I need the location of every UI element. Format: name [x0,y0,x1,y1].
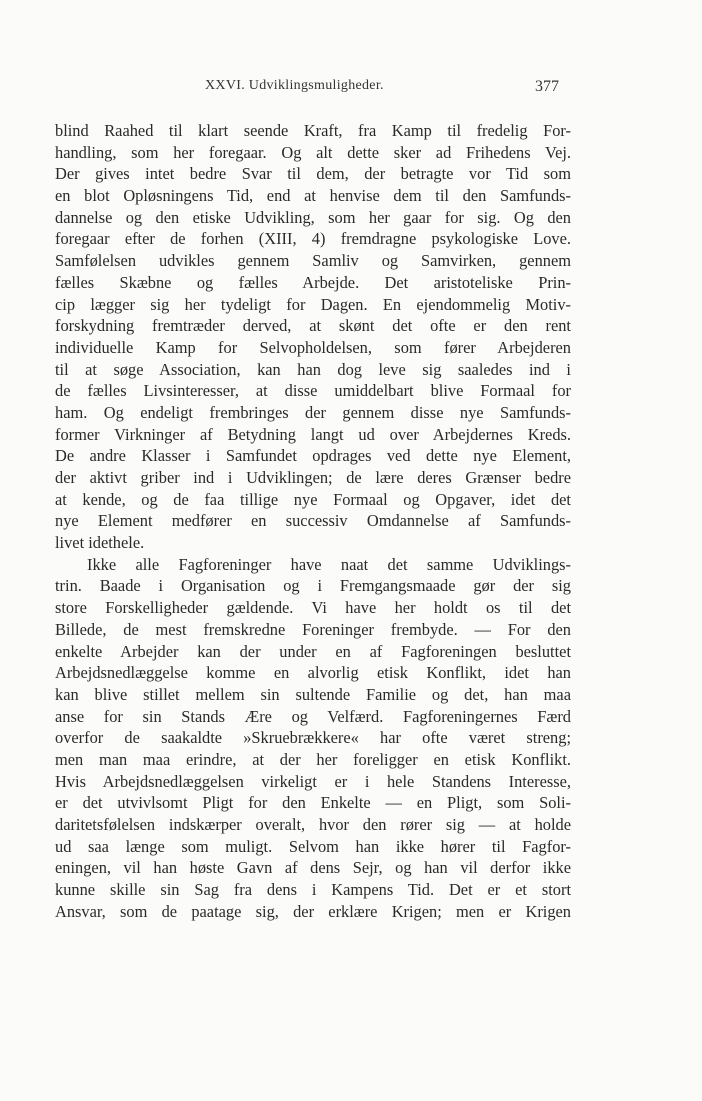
text-line: men man maa erindre, at der her foreligger en etisk Konflikt. [55,749,571,769]
text-line: Hvis Arbejdsnedlæggelsen virkeligt er i hele Standens Interesse, [55,771,571,791]
text-line: individuelle Kamp for Selvopholdelsen, som fører Arbejderen [55,337,571,357]
text-line: trin. Baade i Organisation og i Fremgangsmaade gør der sig [55,576,571,596]
paragraph-2 [55,554,571,923]
page-number: 377 [535,78,559,95]
text-line: eningen, vil han høste Gavn af dens Sejr, og han vil derfor ikke [55,858,571,878]
text-line: daritetsfølelsen indskærper overalt, hvor den rører sig — at holde [55,815,571,834]
text-line: forskydning fremtræder derved, at skønt det ofte er den rent [55,316,571,336]
text-line: dannelse og den etiske Udvikling, som her gaar for sig. Og den [55,207,571,227]
text-line: anse for sin Stands Ære og Velfærd. Fagforeningernes Færd [55,706,571,726]
text-line: de fælles Livsinteresser, at disse umiddelbart blive Formaal for [55,381,571,401]
text-line: nye Element medfører en successiv Omdannelse af Samfunds- [55,511,571,531]
text-line: handling, som her foregaar. Og alt dette sker ad Frihedens Vej. [55,142,571,162]
running-head: XXVI. Udviklingsmuligheder. [205,78,384,93]
text-line: der aktivt griber ind i Udviklingen; de lære deres Grænser bedre [55,468,571,487]
text-line: at kende, og de faa tillige nye Formaal og Opgaver, idet det [55,489,571,509]
text-line: store Forskelligheder gældende. Vi have her holdt os til det [55,598,571,618]
text-line: former Virkninger af Betydning langt ud over Arbejdernes Kreds. [55,424,571,444]
text-line: De andre Klasser i Samfundet opdrages ved dette nye Element, [55,446,571,466]
text-line: overfor de saakaldte »Skruebrækkere« har ofte været streng; [55,728,571,748]
text-line: kan blive stillet mellem sin sultende Familie og det, han maa [55,684,571,704]
text-line: Samfølelsen udvikles gennem Samliv og Samvirken, gennem [55,251,571,271]
text-line: fælles Skæbne og fælles Arbejde. Det aristoteliske Prin- [55,272,571,292]
text-line: Arbejdsnedlæggelse komme en alvorlig etisk Konflikt, idet han [55,663,571,683]
text-line: foregaar efter de forhen (XIII, 4) fremdragne psykologiske Love. [55,229,571,249]
text-line: Ansvar, som de paatage sig, der erklære Krigen; men er Krigen [55,901,571,921]
text-line: blind Raahed til klart seende Kraft, fra Kamp til fredelig For- [55,121,571,140]
text-line: Billede, de mest fremskredne Foreninger frembyde. — For den [55,619,571,639]
text-line: enkelte Arbejder kan der under en af Fagforeningen besluttet [55,641,571,661]
text-line: en blot Opløsningens Tid, end at henvise dem til den Samfunds- [55,186,571,206]
text-line: cip lægger sig her tydeligt for Dagen. En ejendommelig Motiv- [55,294,571,314]
text-line: livet idethele. [55,533,145,553]
text-line: Ikke alle Fagforeninger have naat det samme Udviklings- [87,554,571,574]
text-line: ud saa længe som muligt. Selvom han ikke hører til Fagfor- [55,836,571,856]
text-line: er det utvivlsomt Pligt for den Enkelte — en Pligt, som Soli- [55,793,571,813]
text-line: ham. Og endeligt frembringes der gennem disse nye Samfunds- [55,402,571,422]
text-line: kunne skille sin Sag fra dens i Kampens Tid. Det er et stort [55,880,571,900]
paragraph-1 [55,120,571,554]
text-line: Der gives intet bedre Svar til dem, der betragte vor Tid som [55,164,571,184]
body-text [55,120,571,922]
text-line: til at søge Association, kan han dog leve sig saaledes ind i [55,359,571,379]
